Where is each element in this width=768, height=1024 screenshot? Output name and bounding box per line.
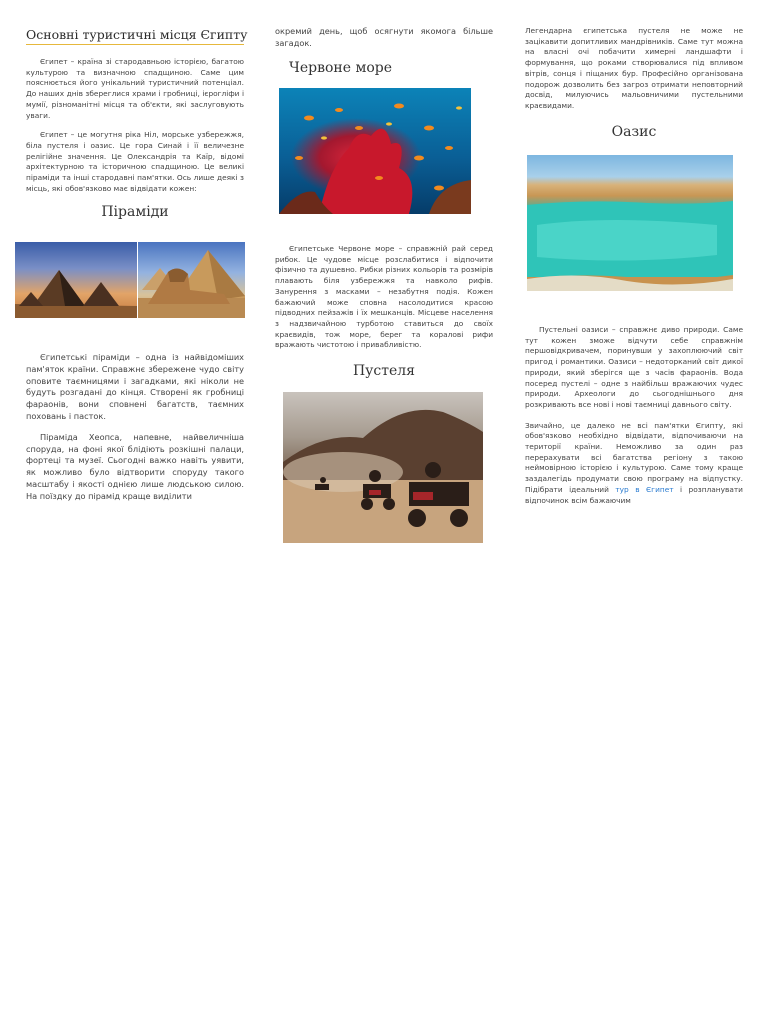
oasis-text-block <box>525 325 743 515</box>
sphinx-photo <box>138 242 245 318</box>
egypt-tour-link[interactable]: тур в Єгипет <box>615 484 674 494</box>
pyramids-paragraph-continued: окремий день, щоб осягнути якомога більше загадок. <box>275 26 493 48</box>
pyramids-paragraph-2: Піраміда Хеопса, напевне, найвеличніша споруда, на фоні якої блідіють розкішні палаци, фортеці та музеї. Сьогодні важко навіть уявити, як можливо було відтворити споруду такого масштабу і якості однією лише людською силою. На поїздку до пірамід краще виділити <box>26 431 244 501</box>
closing-text-end: і розпланувати відпочинок всім бажаючим <box>525 484 743 505</box>
red-sea-paragraph: Єгипетське Червоне море – справжній рай серед рибок. Це чудове місце розслабитися і відпочити фізично та душевно. Рибки різних кольорів та розмірів плавають біля узбережжя та навколо рифів. Занурення з масками – незабутня подія. Кожен бажаючий може сповна насолодитися красою підводних пейзажів і їх мешканців. Місцеве населення з надзвичайною турботою ставиться до своїх краєвидів, тож море, берег та коралові рифи вражають чистотою і привабливістю. <box>275 244 493 350</box>
intro-paragraph-2: Єгипет – це могутня ріка Ніл, морське узбережжя, біла пустеля і оазис. Це гора Синай і її величезне релігійне значення. Це Олександрія та Каїр, відомі архітектурною та історичною спадщиною. Це великі піраміди та інші стародавні пам'ятки. Ось лише деякі з місць, які обов'язково має відвідати кожен: <box>26 130 244 193</box>
column-3 <box>525 0 743 140</box>
page-title: Основні туристичні місця Єгипту <box>26 27 244 45</box>
desert-paragraph: Легендарна єгипетська пустеля не може не зацікавити допитливих мандрівників. Саме тут можна на власні очі побачити химерні ландшафти і формування, що роками створювалися під впливом вітрів, сонця і піщаних бур. Професійно організована подорож дозволить без загроз отримати неповторний досвід, милуючись мальовничими пустельними краєвидами. <box>525 26 743 110</box>
column-1 <box>26 0 248 221</box>
oasis-photo <box>527 155 733 291</box>
intro-paragraph-1: Єгипет – країна зі стародавньою історією, багатою культурою та визначною спадщиною. Саме цим пояснюється його унікальний туристичний потенціал. До наших днів збереглися храми і гробниці, ієрогліфи і мумії, різноманітні місця та об'єкти, які заслуговують уваги. <box>26 57 244 120</box>
pyramids-text-block <box>26 352 244 512</box>
closing-text-start: Звичайно, це далеко не всі пам'ятки Єгипту, які обов'язково необхідно відвідати, відпочиваючи на території країни. Неможливо за один раз перерахувати всі багатства регіону з такою неймовірною історією і культурою. Саме тому краще заздалегідь продумати свою програму на відпустку. Підібрати ідеальний <box>525 420 743 494</box>
pyramids-photo <box>15 242 137 318</box>
red-sea-photo <box>279 88 471 214</box>
pyramids-paragraph-1: Єгипетські піраміди – одна із найвідоміших пам'яток країни. Справжнє збережене чудо світу оповите таємницями і загадками, які ніколи не будуть розгадані до кінця. Створені як гробниці фараонів, вони сповнені багатств, таємних поховань і пасток. <box>26 352 244 421</box>
column-2 <box>275 0 493 76</box>
red-sea-heading: Червоне море <box>289 59 393 76</box>
desert-heading: Пустеля <box>352 363 416 380</box>
pyramids-heading: Піраміди <box>101 204 169 221</box>
red-sea-text-block <box>275 244 493 379</box>
oasis-heading: Оазис <box>611 123 657 140</box>
closing-paragraph <box>525 421 743 507</box>
oasis-paragraph: Пустельні оазиси – справжнє диво природи. Саме тут кожен зможе відчути себе справжнім першовідкривачем, поринувши у захоплюючий світ пригод і романтики. Оазиси – недоторканий світ дикої природи, який зберігся ще з часів фараонів. Вода посеред пустелі – одне з найбільш вражаючих чудес природи. Археологи до сьогоднішнього дня розкривають все нові і нові таємниці давнього світу. <box>525 325 743 409</box>
desert-photo <box>283 392 483 543</box>
